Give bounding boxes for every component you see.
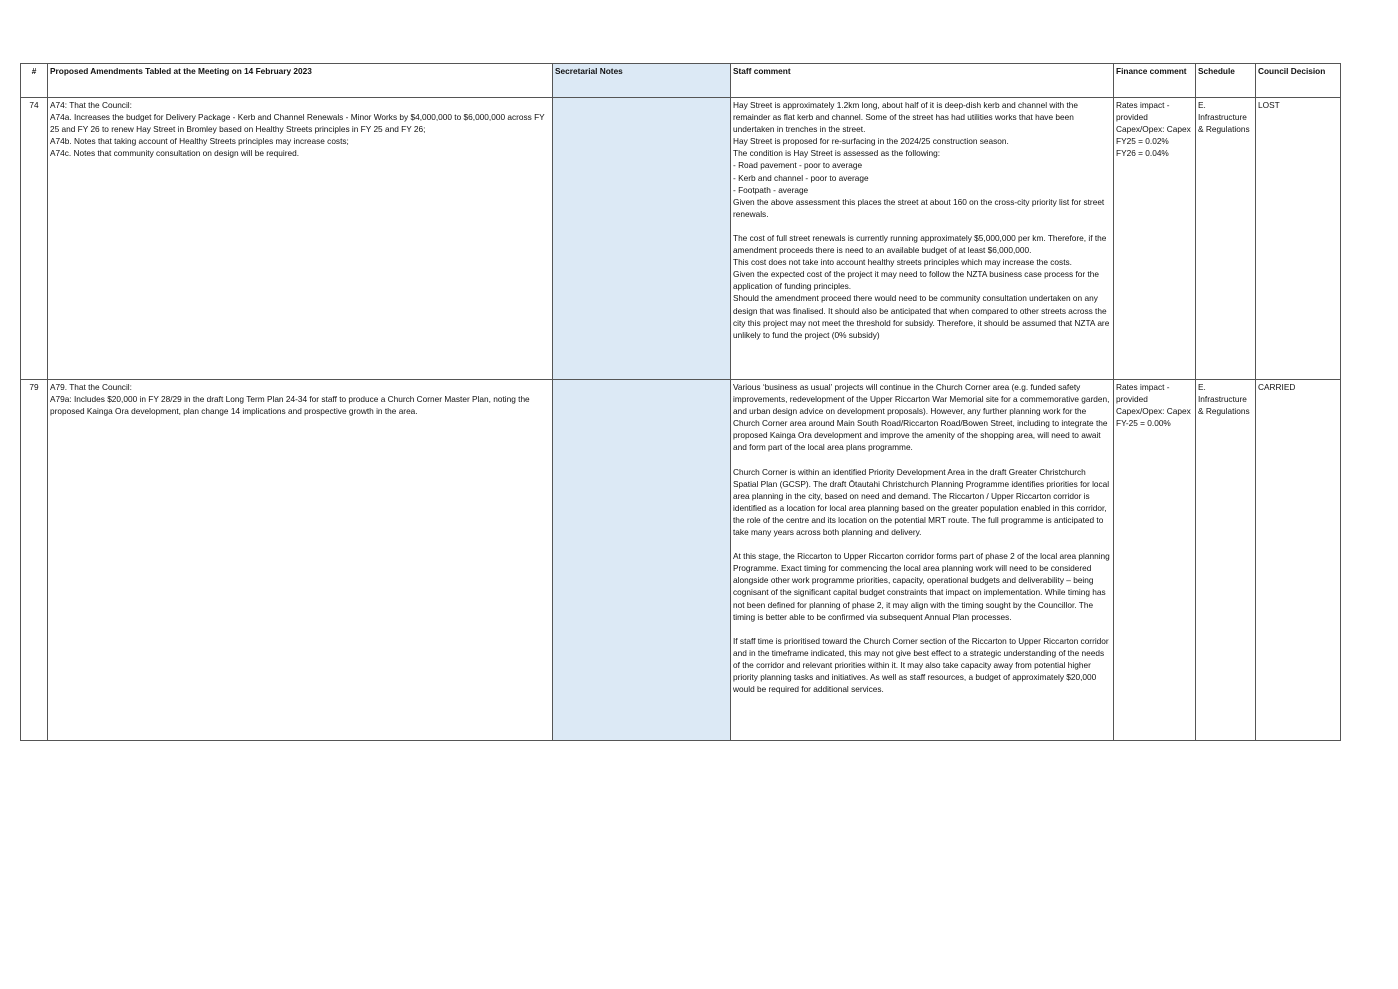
- finance-line: FY25 = 0.02%: [1116, 136, 1169, 147]
- council-decision-cell: CARRIED: [1256, 380, 1341, 741]
- paragraph-gap: [733, 220, 1111, 232]
- paragraph-gap: [733, 538, 1111, 550]
- amendment-line: A74c. Notes that community consultation on design will be required.: [50, 148, 300, 159]
- row-number: 79: [21, 380, 48, 741]
- finance-line: FY-25 = 0.00%: [1116, 418, 1171, 429]
- header-row: [21, 64, 1341, 98]
- staff-comment-line: Church Corner is within an identified Priority Development Area in the draft Greater Christchurch Spatial Plan (GCSP). The draft Ōtautahi Christchurch Planning Programme identifies priorities for local area planning in the city, based on need and demand. The Riccarton / Upper Riccarton corridor is identified as a location for local area planning based on the greater population enabled in this corridor, the role of the centre and its location on the potential MRT route. The full programme is anticipated to take many years across both planning and delivery.: [733, 466, 1110, 538]
- table-row: [21, 380, 1341, 741]
- staff-comment-line: Hay Street is proposed for re-surfacing in the 2024/25 construction season.: [733, 136, 1009, 147]
- col-header-secretarial-notes: Secretarial Notes: [553, 64, 731, 98]
- row-number: 74: [21, 98, 48, 380]
- schedule-cell: E. Infrastructure & Regulations: [1196, 380, 1256, 741]
- col-header-council-decision: Council Decision: [1256, 64, 1341, 98]
- paragraph-gap: [733, 454, 1111, 466]
- finance-line: Rates impact - provided: [1116, 382, 1170, 405]
- table-row: [21, 98, 1341, 380]
- amendment-cell: [48, 380, 553, 741]
- secretarial-notes-cell: [553, 98, 731, 380]
- finance-line: Capex/Opex: Capex: [1116, 124, 1191, 135]
- staff-comment-line: Given the expected cost of the project it may need to follow the NZTA business case process for the application of funding principles.: [733, 269, 1100, 292]
- finance-comment-cell: [1114, 380, 1196, 741]
- col-header-schedule: Schedule: [1196, 64, 1256, 98]
- amendment-cell: [48, 98, 553, 380]
- amendment-line: A74: That the Council:: [50, 100, 132, 110]
- col-header-number: #: [21, 64, 48, 98]
- amendment-line: A79. That the Council:: [50, 382, 132, 392]
- finance-comment-cell: [1114, 98, 1196, 380]
- amendments-table: [20, 63, 1341, 741]
- amendment-line: A74a. Increases the budget for Delivery Package - Kerb and Channel Renewals - Minor Works by $4,000,000 to $6,000,000 across FY 25 and FY 26 to renew Hay Street in Bromley based on Healthy Streets principles in FY 25 and FY 26;: [50, 112, 545, 135]
- staff-comment-line: If staff time is prioritised toward the Church Corner section of the Riccarton to Upper Riccarton corridor and in the timeframe indicated, this may not give best effect to a strategic understanding of the needs of the corridor and relevant priorities within it. It may also take capacity away from potential higher priority planning tasks and initiatives. As well as staff resources, a budget of approximately $20,000 would be required for additional services.: [733, 635, 1109, 695]
- staff-comment-line: Various ‘business as usual’ projects will continue in the Church Corner area (e.g. funded safety improvements, redevelopment of the Upper Riccarton War Memorial site for a commemorative garden, and urban design advice on development proposals). However, any further planning work for the Church Corner area around Main South Road/Riccarton Road/Bowen Street, including to integrate the proposed Kainga Ora development and improve the amenity of the shopping area, will need to await and form part of the local area plans programme.: [733, 382, 1110, 453]
- staff-comment-line: This cost does not take into account healthy streets principles which may increase the costs.: [733, 257, 1072, 268]
- finance-line: FY26 = 0.04%: [1116, 148, 1169, 159]
- staff-comment-cell: [731, 98, 1114, 380]
- schedule-cell: E. Infrastructure & Regulations: [1196, 98, 1256, 380]
- staff-comment-line: - Footpath - average: [733, 184, 809, 195]
- col-header-amendments: Proposed Amendments Tabled at the Meeting on 14 February 2023: [48, 64, 553, 98]
- paragraph-gap: [733, 623, 1111, 635]
- staff-comment-line: The condition is Hay Street is assessed as the following:: [733, 148, 941, 159]
- amendment-line: A79a: Includes $20,000 in FY 28/29 in the draft Long Term Plan 24-34 for staff to produce a Church Corner Master Plan, noting the proposed Kainga Ora development, plan change 14 implications and prospective growth in the area.: [50, 394, 530, 417]
- staff-comment-line: The cost of full street renewals is currently running approximately $5,000,000 per km. Therefore, if the amendment proceeds there is need to an available budget of at least $6,000,000.: [733, 232, 1107, 256]
- staff-comment-line: Hay Street is approximately 1.2km long, about half of it is deep-dish kerb and channel with the remainder as flat kerb and channel. Some of the street has had utilities works that have been undertaken in trenches in the street.: [733, 100, 1078, 135]
- amendment-line: A74b. Notes that taking account of Healthy Streets principles may increase costs;: [50, 136, 349, 147]
- secretarial-notes-cell: [553, 380, 731, 741]
- staff-comment-line: Should the amendment proceed there would need to be community consultation undertaken on any design that was finalised. It should also be anticipated that when compared to other streets across the city this project may not meet the threshold for subsidy. Therefore, it should be assumed that NZTA are unlikely to fund the project (0% subsidy): [733, 293, 1110, 340]
- staff-comment-cell: [731, 380, 1114, 741]
- finance-line: Rates impact - provided: [1116, 100, 1170, 123]
- staff-comment-line: - Kerb and channel - poor to average: [733, 172, 869, 183]
- col-header-finance-comment: Finance comment: [1114, 64, 1196, 98]
- staff-comment-line: Given the above assessment this places the street at about 160 on the cross-city priority list for street renewals.: [733, 196, 1105, 219]
- council-decision-cell: LOST: [1256, 98, 1341, 380]
- staff-comment-line: At this stage, the Riccarton to Upper Riccarton corridor forms part of phase 2 of the local area planning Programme. Exact timing for commencing the local area planning work will need to be considered alongside other work programme priorities, capacity, operational budgets and deliverability – being cognisant of the significant capital budget constraints that impact on implementation. While timing has not been defined for planning of phase 2, it may align with the timing sought by the Councillor. The timing is better able to be confirmed via subsequent Annual Plan processes.: [733, 551, 1110, 622]
- col-header-staff-comment: Staff comment: [731, 64, 1114, 98]
- finance-line: Capex/Opex: Capex: [1116, 406, 1191, 417]
- staff-comment-line: - Road pavement - poor to average: [733, 160, 863, 171]
